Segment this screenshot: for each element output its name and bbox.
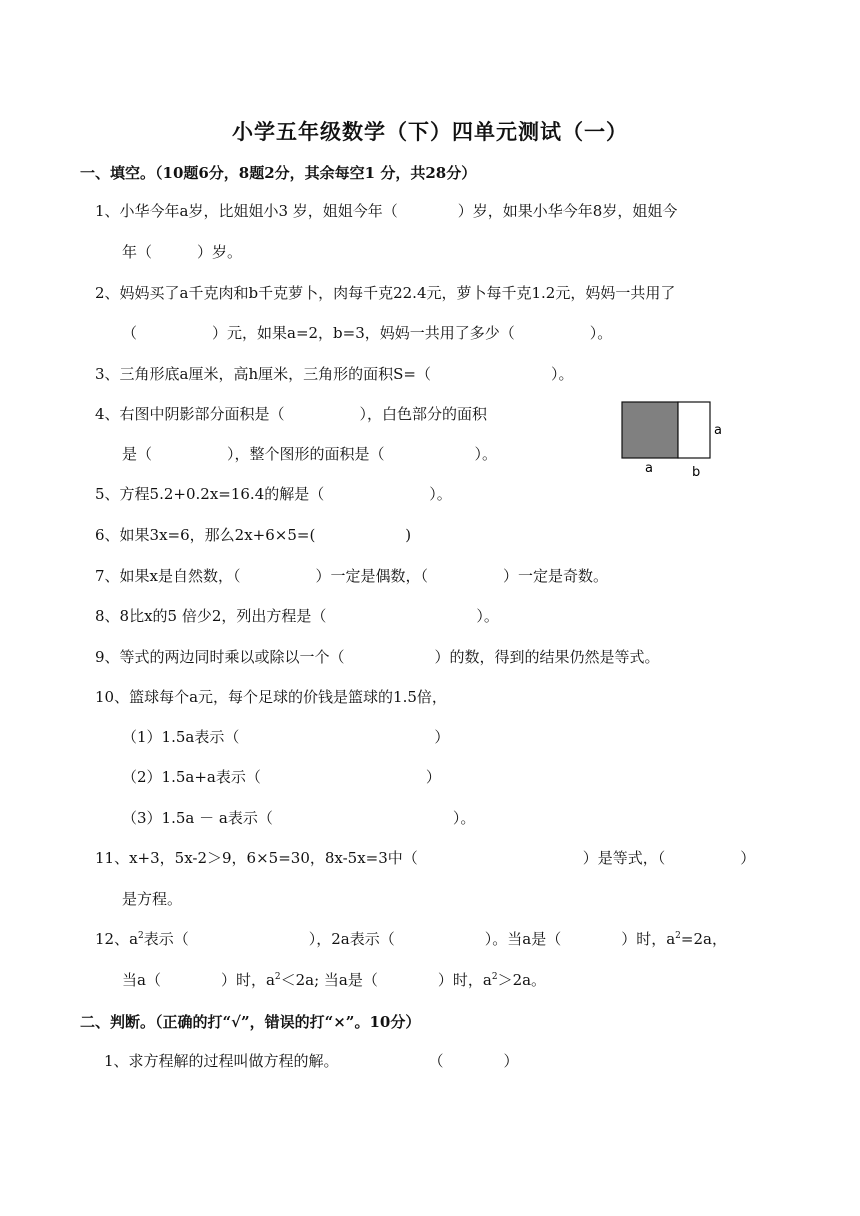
figure-label-a-side: a xyxy=(714,423,722,438)
page-title: 小学五年级数学（下）四单元测试（一） xyxy=(232,119,628,144)
section2-heading: 二、判断。（正确的打“√”，错误的打“×”。10分） xyxy=(80,1013,421,1031)
q12-sup-2: 2 xyxy=(675,931,681,941)
question-11-line1: 11、x+3，5x-2＞9，6×5=30，8x-5x=3中（ ）是等式，（ ） xyxy=(95,849,756,867)
question-6: 6、如果3x=6，那么2x+6×5=( ) xyxy=(95,526,412,544)
shaded-square xyxy=(622,402,678,458)
q12-sup-3: 2 xyxy=(274,972,281,982)
question-12-line2 xyxy=(122,970,546,990)
question-10-sub2: （2）1.5a+a表示（ ） xyxy=(122,768,441,786)
q12-text-1a: 12、a xyxy=(95,930,139,948)
question-10-stem: 10、篮球每个a元，每个足球的价钱是篮球的1.5倍， xyxy=(95,688,447,706)
question-11-line2: 是方程。 xyxy=(122,890,183,908)
section1-heading: 一、填空。（10题6分，8题2分，其余每空1 分，共28分） xyxy=(80,164,477,182)
q12-text-1c: =2a， xyxy=(680,930,727,948)
question-9: 9、等式的两边同时乘以或除以一个（ ）的数，得到的结果仍然是等式。 xyxy=(95,648,660,666)
figure-label-a-bottom: a xyxy=(645,461,653,476)
q12-sup-1: 2 xyxy=(138,931,144,941)
judgement-question-1: 1、求方程解的过程叫做方程的解。 （ ） xyxy=(104,1052,519,1070)
q12-text-2b: ＜2a; 当a是（ ）时，a xyxy=(280,971,492,989)
question-7: 7、如果x是自然数，（ ）一定是偶数，（ ）一定是奇数。 xyxy=(95,567,609,585)
white-rectangle xyxy=(678,402,710,458)
question-2-line2: （ ）元，如果a=2，b=3，妈妈一共用了多少（ ）。 xyxy=(122,324,613,342)
question-12-line1 xyxy=(95,929,727,949)
question-8: 8、8比x的5 倍少2，列出方程是（ ）。 xyxy=(95,607,499,625)
question-4-line2: 是（ ），整个图形的面积是（ ）。 xyxy=(122,445,498,463)
question-3: 3、三角形底a厘米，高h厘米，三角形的面积S=（ ）。 xyxy=(95,365,574,383)
question-5: 5、方程5.2+0.2x=16.4的解是（ ）。 xyxy=(95,485,452,503)
figure-label-b-bottom: b xyxy=(692,465,701,480)
question-10-sub1: （1）1.5a表示（ ） xyxy=(122,728,450,746)
question-1-line2: 年（ ）岁。 xyxy=(122,243,243,261)
question-4-line1: 4、右图中阴影部分面积是（ ），白色部分的面积 xyxy=(95,405,488,423)
question-1-line1: 1、小华今年a岁，比姐姐小3 岁，姐姐今年（ ）岁，如果小华今年8岁，姐姐今 xyxy=(95,202,678,220)
q12-text-1b: 表示（ ），2a表示（ ）。当a是（ ）时，a xyxy=(143,930,676,948)
area-figure xyxy=(616,398,726,482)
q12-text-2c: ＞2a。 xyxy=(497,971,547,989)
question-10-sub3: （3）1.5a － a表示（ ）。 xyxy=(122,809,476,827)
q12-text-2a: 当a（ ）时，a xyxy=(122,971,275,989)
q12-sup-4: 2 xyxy=(491,972,498,982)
question-2-line1: 2、妈妈买了a千克肉和b千克萝卜，肉每千克22.4元，萝卜每千克1.2元，妈妈一共用了 xyxy=(95,284,676,302)
